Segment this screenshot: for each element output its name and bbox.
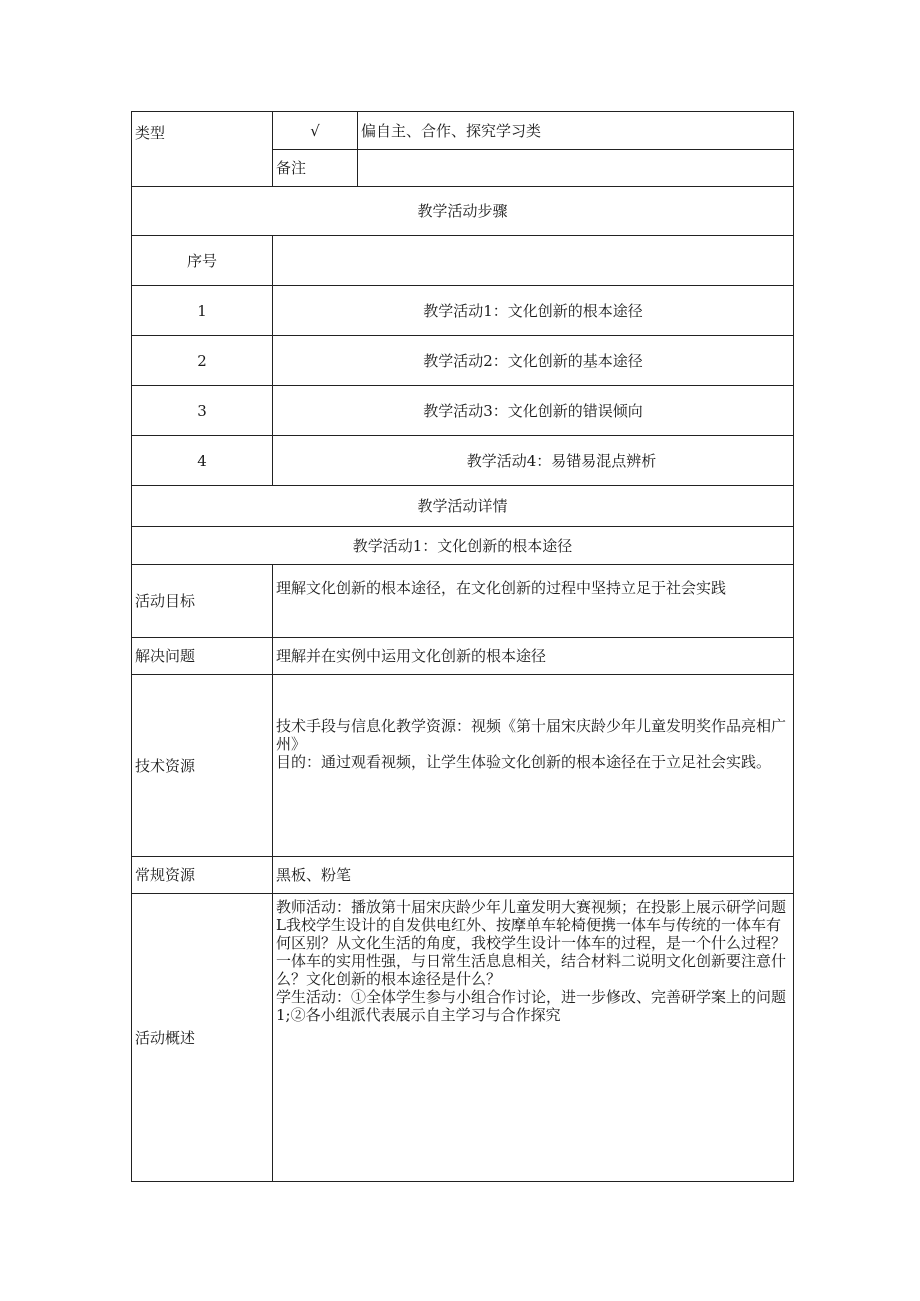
student-activity-text: 学生活动：①全体学生参与小组合作讨论，进一步修改、完善研学案上的问题1;②各小组派代表展示自主学习与合作探究 <box>276 988 787 1024</box>
seq-header: 序号 <box>132 236 273 286</box>
goal-label: 活动目标 <box>132 565 273 638</box>
overview-cell <box>273 894 794 1182</box>
tech-cell <box>273 675 794 857</box>
step-row <box>132 436 794 486</box>
note-value <box>358 150 794 187</box>
step-text: 教学活动3：文化创新的错误倾向 <box>273 386 794 436</box>
details-title: 教学活动详情 <box>132 486 794 527</box>
overview-label: 活动概述 <box>132 894 273 1182</box>
step-row <box>132 336 794 386</box>
regular-row <box>132 857 794 894</box>
step-number: 4 <box>132 436 273 486</box>
type-label: 类型 <box>132 112 273 187</box>
type-value: 偏自主、合作、探究学习类 <box>358 112 794 150</box>
tech-purpose-text: 目的：通过观看视频，让学生体验文化创新的根本途径在于立足社会实践。 <box>276 753 772 771</box>
steps-header-row <box>132 236 794 286</box>
tech-label: 技术资源 <box>132 675 273 857</box>
problem-text: 理解并在实例中运用文化创新的根本途径 <box>273 638 794 675</box>
goal-text: 理解文化创新的根本途径，在文化创新的过程中坚持立足于社会实践 <box>273 565 794 638</box>
step-text: 教学活动4：易错易混点辨析 <box>273 436 794 486</box>
goal-row <box>132 565 794 638</box>
type-row <box>132 112 794 150</box>
lesson-plan-table <box>131 111 794 1182</box>
step-number: 3 <box>132 386 273 436</box>
regular-label: 常规资源 <box>132 857 273 894</box>
seq-header-blank <box>273 236 794 286</box>
step-text: 教学活动1：文化创新的根本途径 <box>273 286 794 336</box>
tech-text: 技术手段与信息化教学资源：视频《第十届宋庆龄少年儿童发明奖作品亮相广州》 <box>276 717 787 753</box>
teacher-activity-text: 教师活动：播放第十届宋庆龄少年儿童发明大赛视频；在投影上展示研学问题L我校学生设计的自发供电红外、按摩单车轮椅便携一体车与传统的一体车有何区别？从文化生活的角度，我校学生设计一体车的过程，是一个什么过程？一体车的实用性强，与日常生活息息相关，结合材料二说明文化创新要注意什么？文化创新的根本途径是什么？ <box>276 898 787 988</box>
step-row <box>132 286 794 336</box>
activity-title-row <box>132 527 794 565</box>
step-text: 教学活动2：文化创新的基本途径 <box>273 336 794 386</box>
step-number: 2 <box>132 336 273 386</box>
details-title-row <box>132 486 794 527</box>
overview-row <box>132 894 794 1182</box>
step-row <box>132 386 794 436</box>
type-check-mark: √ <box>273 112 358 150</box>
problem-row <box>132 638 794 675</box>
steps-title-row <box>132 187 794 236</box>
problem-label: 解决问题 <box>132 638 273 675</box>
step-number: 1 <box>132 286 273 336</box>
note-label: 备注 <box>273 150 358 187</box>
regular-text: 黑板、粉笔 <box>273 857 794 894</box>
steps-title: 教学活动步骤 <box>132 187 794 236</box>
tech-row <box>132 675 794 857</box>
activity-title: 教学活动1：文化创新的根本途径 <box>132 527 794 565</box>
